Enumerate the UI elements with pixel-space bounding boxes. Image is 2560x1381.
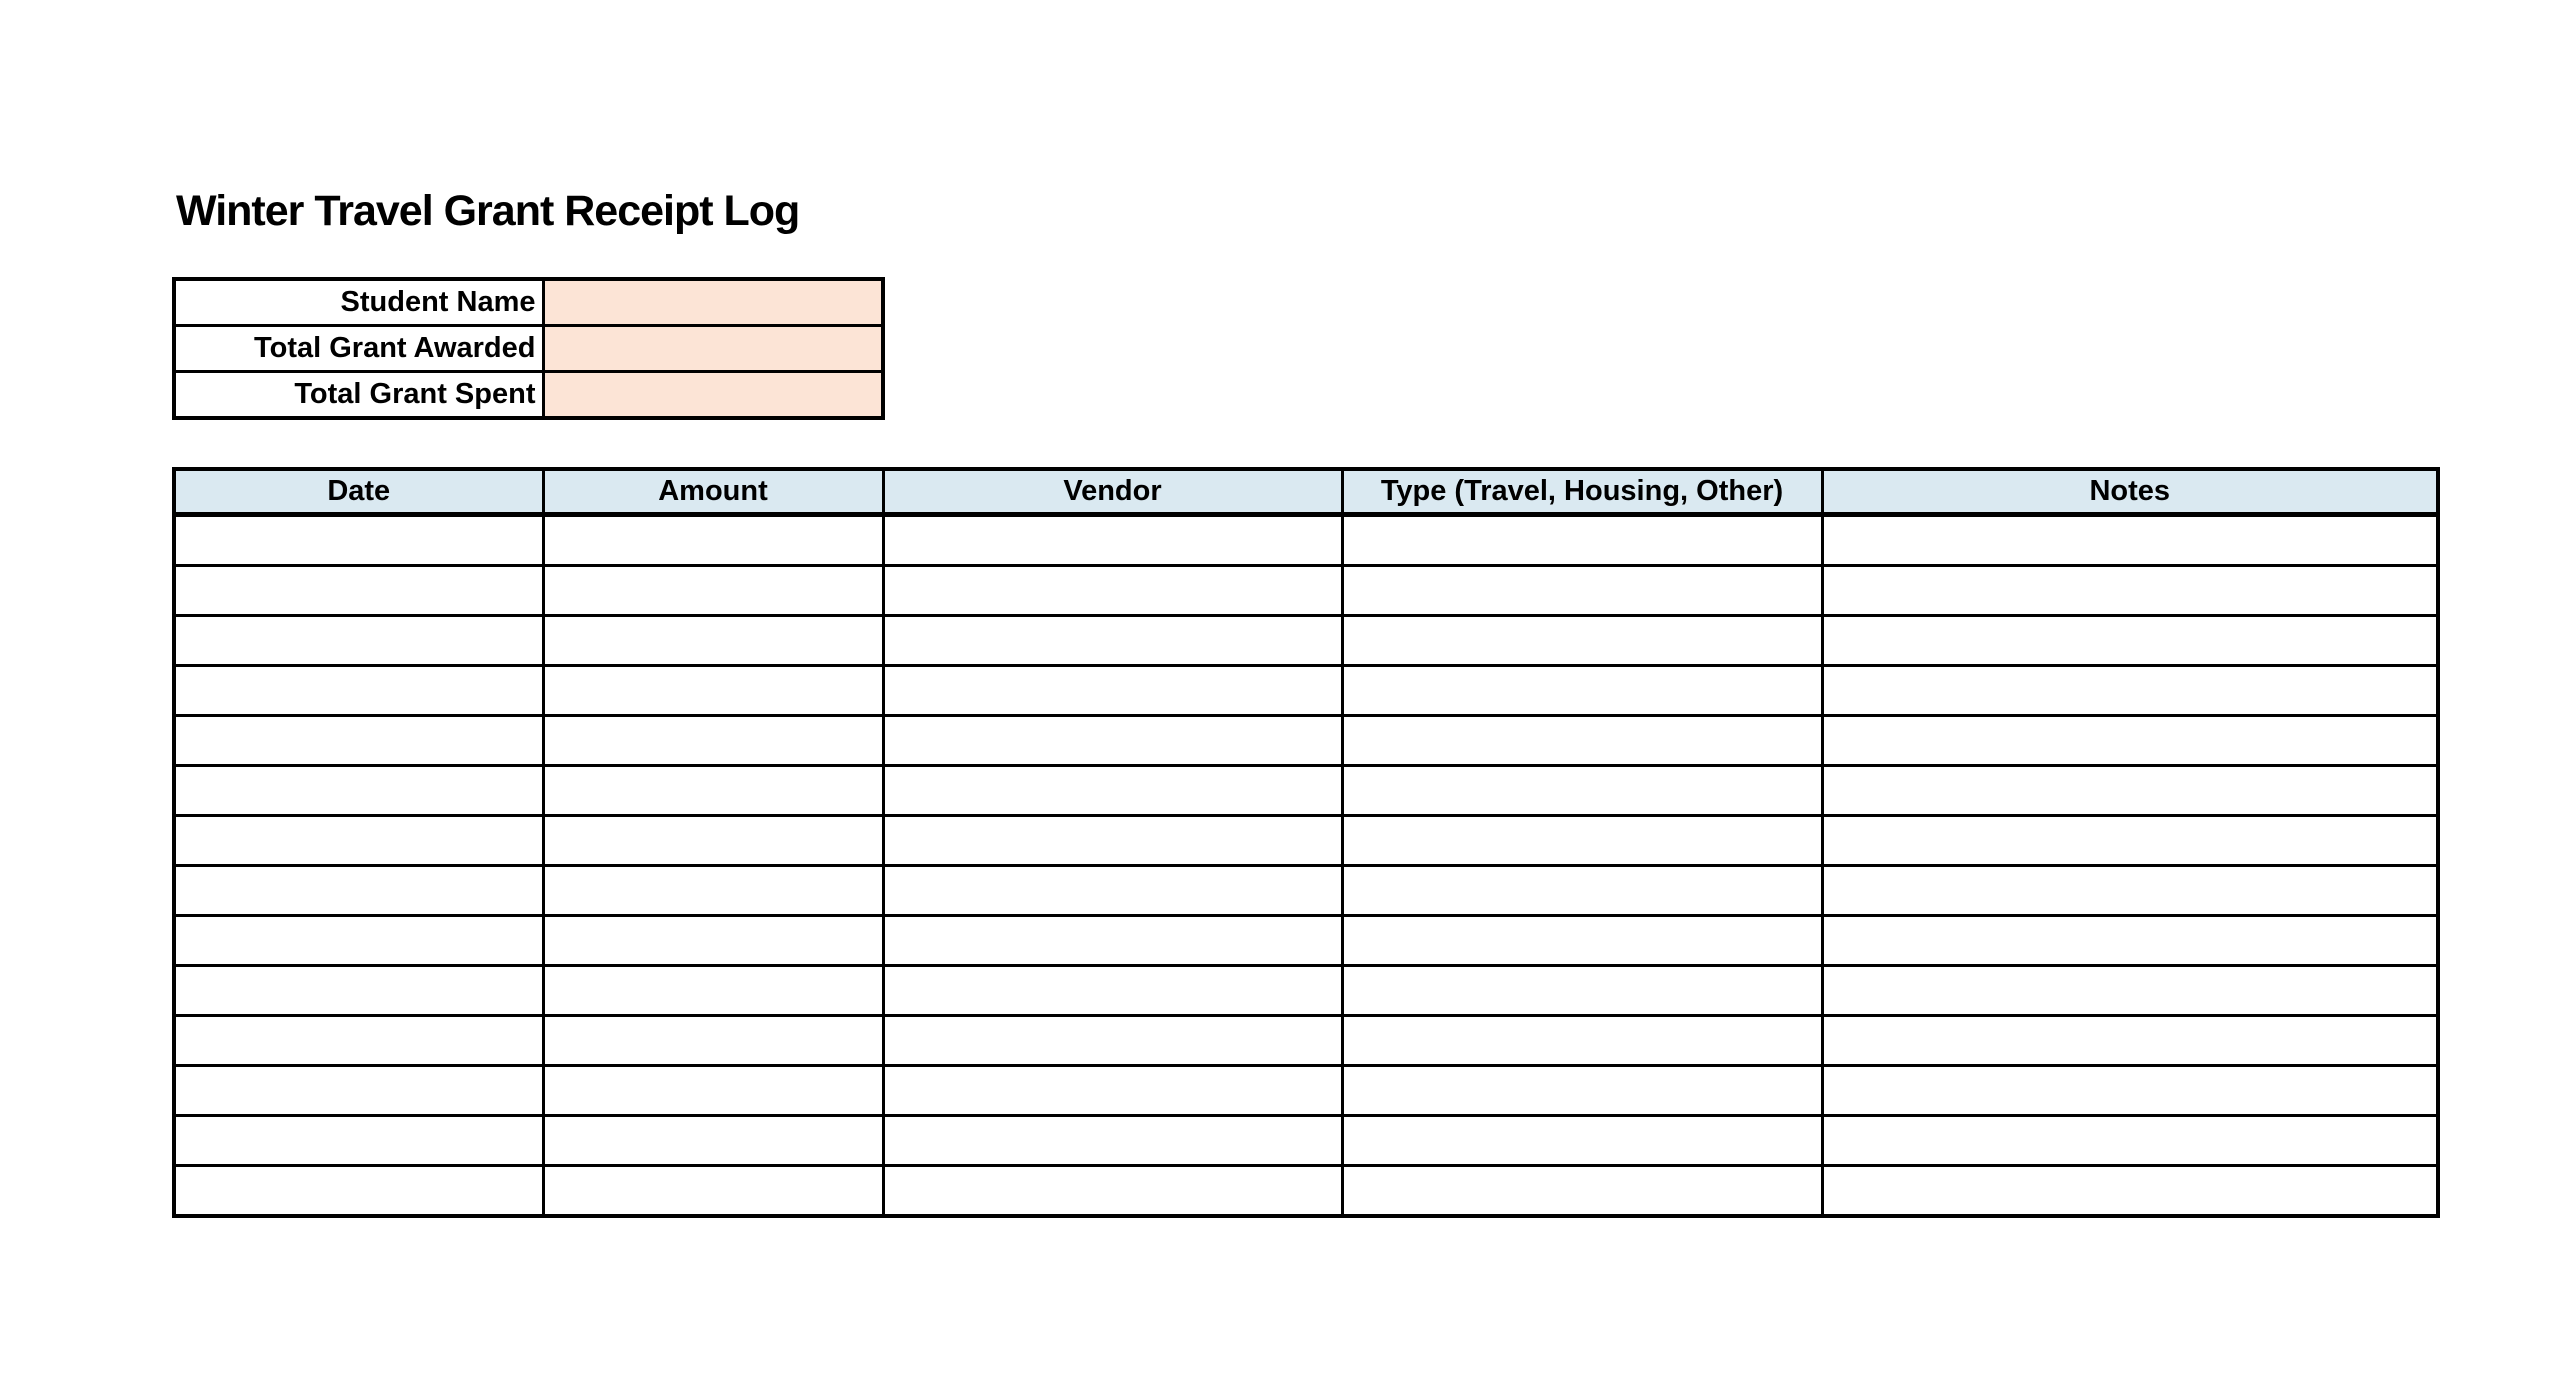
log-cell[interactable] <box>543 515 883 566</box>
log-table-body <box>174 515 2438 1217</box>
log-cell[interactable] <box>1342 766 1822 816</box>
log-cell[interactable] <box>174 816 543 866</box>
log-cell[interactable] <box>883 966 1342 1016</box>
summary-row-total-grant-awarded <box>174 326 883 372</box>
log-cell[interactable] <box>174 666 543 716</box>
log-cell[interactable] <box>543 616 883 666</box>
log-cell[interactable] <box>174 1116 543 1166</box>
log-row <box>174 966 2438 1016</box>
log-row <box>174 866 2438 916</box>
log-row <box>174 666 2438 716</box>
summary-row-student-name <box>174 279 883 326</box>
log-cell[interactable] <box>1342 666 1822 716</box>
log-cell[interactable] <box>543 1066 883 1116</box>
log-cell[interactable] <box>1342 866 1822 916</box>
log-cell[interactable] <box>1342 1166 1822 1217</box>
log-cell[interactable] <box>1342 916 1822 966</box>
log-row <box>174 515 2438 566</box>
log-cell[interactable] <box>1342 716 1822 766</box>
log-row <box>174 716 2438 766</box>
log-cell[interactable] <box>883 916 1342 966</box>
log-row <box>174 916 2438 966</box>
log-cell[interactable] <box>883 816 1342 866</box>
log-cell[interactable] <box>883 866 1342 916</box>
log-row <box>174 1066 2438 1116</box>
log-cell[interactable] <box>543 966 883 1016</box>
log-cell[interactable] <box>1822 966 2438 1016</box>
log-cell[interactable] <box>543 866 883 916</box>
summary-table <box>172 277 885 420</box>
log-cell[interactable] <box>174 515 543 566</box>
log-cell[interactable] <box>543 1166 883 1217</box>
log-cell[interactable] <box>883 1166 1342 1217</box>
summary-table-body <box>174 279 883 418</box>
log-cell[interactable] <box>883 566 1342 616</box>
log-cell[interactable] <box>1822 616 2438 666</box>
log-cell[interactable] <box>174 866 543 916</box>
log-cell[interactable] <box>1822 766 2438 816</box>
log-cell[interactable] <box>883 666 1342 716</box>
log-cell[interactable] <box>174 616 543 666</box>
log-cell[interactable] <box>543 1116 883 1166</box>
log-cell[interactable] <box>543 1016 883 1066</box>
log-cell[interactable] <box>174 566 543 616</box>
log-cell[interactable] <box>174 916 543 966</box>
log-cell[interactable] <box>1822 566 2438 616</box>
log-cell[interactable] <box>1342 616 1822 666</box>
log-row <box>174 616 2438 666</box>
column-header-amount: Amount <box>543 469 883 515</box>
log-cell[interactable] <box>883 1116 1342 1166</box>
log-cell[interactable] <box>883 515 1342 566</box>
log-cell[interactable] <box>1822 666 2438 716</box>
log-cell[interactable] <box>543 716 883 766</box>
column-header-date: Date <box>174 469 543 515</box>
log-cell[interactable] <box>174 716 543 766</box>
log-cell[interactable] <box>543 916 883 966</box>
summary-input-cell[interactable] <box>543 279 883 326</box>
summary-label: Student Name <box>174 279 543 326</box>
log-cell[interactable] <box>1342 816 1822 866</box>
log-cell[interactable] <box>1822 916 2438 966</box>
log-cell[interactable] <box>543 666 883 716</box>
column-header-type-travel-housing-other: Type (Travel, Housing, Other) <box>1342 469 1822 515</box>
log-row <box>174 766 2438 816</box>
log-cell[interactable] <box>1342 1066 1822 1116</box>
summary-input-cell[interactable] <box>543 326 883 372</box>
page-title: Winter Travel Grant Receipt Log <box>176 187 800 235</box>
log-cell[interactable] <box>883 1016 1342 1066</box>
log-cell[interactable] <box>883 766 1342 816</box>
receipt-log-table <box>172 467 2440 1218</box>
log-row <box>174 1016 2438 1066</box>
log-cell[interactable] <box>1342 566 1822 616</box>
log-cell[interactable] <box>174 1166 543 1217</box>
log-cell[interactable] <box>883 716 1342 766</box>
summary-input-cell[interactable] <box>543 372 883 419</box>
log-cell[interactable] <box>883 1066 1342 1116</box>
summary-row-total-grant-spent <box>174 372 883 419</box>
log-cell[interactable] <box>883 616 1342 666</box>
log-cell[interactable] <box>1822 866 2438 916</box>
log-cell[interactable] <box>174 1066 543 1116</box>
summary-label: Total Grant Spent <box>174 372 543 419</box>
log-row <box>174 1116 2438 1166</box>
log-cell[interactable] <box>1822 1116 2438 1166</box>
log-cell[interactable] <box>1342 515 1822 566</box>
log-cell[interactable] <box>174 1016 543 1066</box>
log-cell[interactable] <box>1822 515 2438 566</box>
log-cell[interactable] <box>1822 1166 2438 1217</box>
log-cell[interactable] <box>1342 1116 1822 1166</box>
column-header-vendor: Vendor <box>883 469 1342 515</box>
log-row <box>174 566 2438 616</box>
column-header-notes: Notes <box>1822 469 2438 515</box>
log-cell[interactable] <box>1822 816 2438 866</box>
log-cell[interactable] <box>1822 1016 2438 1066</box>
log-cell[interactable] <box>543 566 883 616</box>
log-cell[interactable] <box>174 966 543 1016</box>
log-cell[interactable] <box>1342 1016 1822 1066</box>
log-cell[interactable] <box>1822 1066 2438 1116</box>
log-row <box>174 816 2438 866</box>
log-cell[interactable] <box>1822 716 2438 766</box>
summary-label: Total Grant Awarded <box>174 326 543 372</box>
log-cell[interactable] <box>174 766 543 816</box>
log-cell[interactable] <box>543 816 883 866</box>
log-cell[interactable] <box>543 766 883 816</box>
log-header-row <box>174 469 2438 515</box>
log-cell[interactable] <box>1342 966 1822 1016</box>
log-row <box>174 1166 2438 1217</box>
